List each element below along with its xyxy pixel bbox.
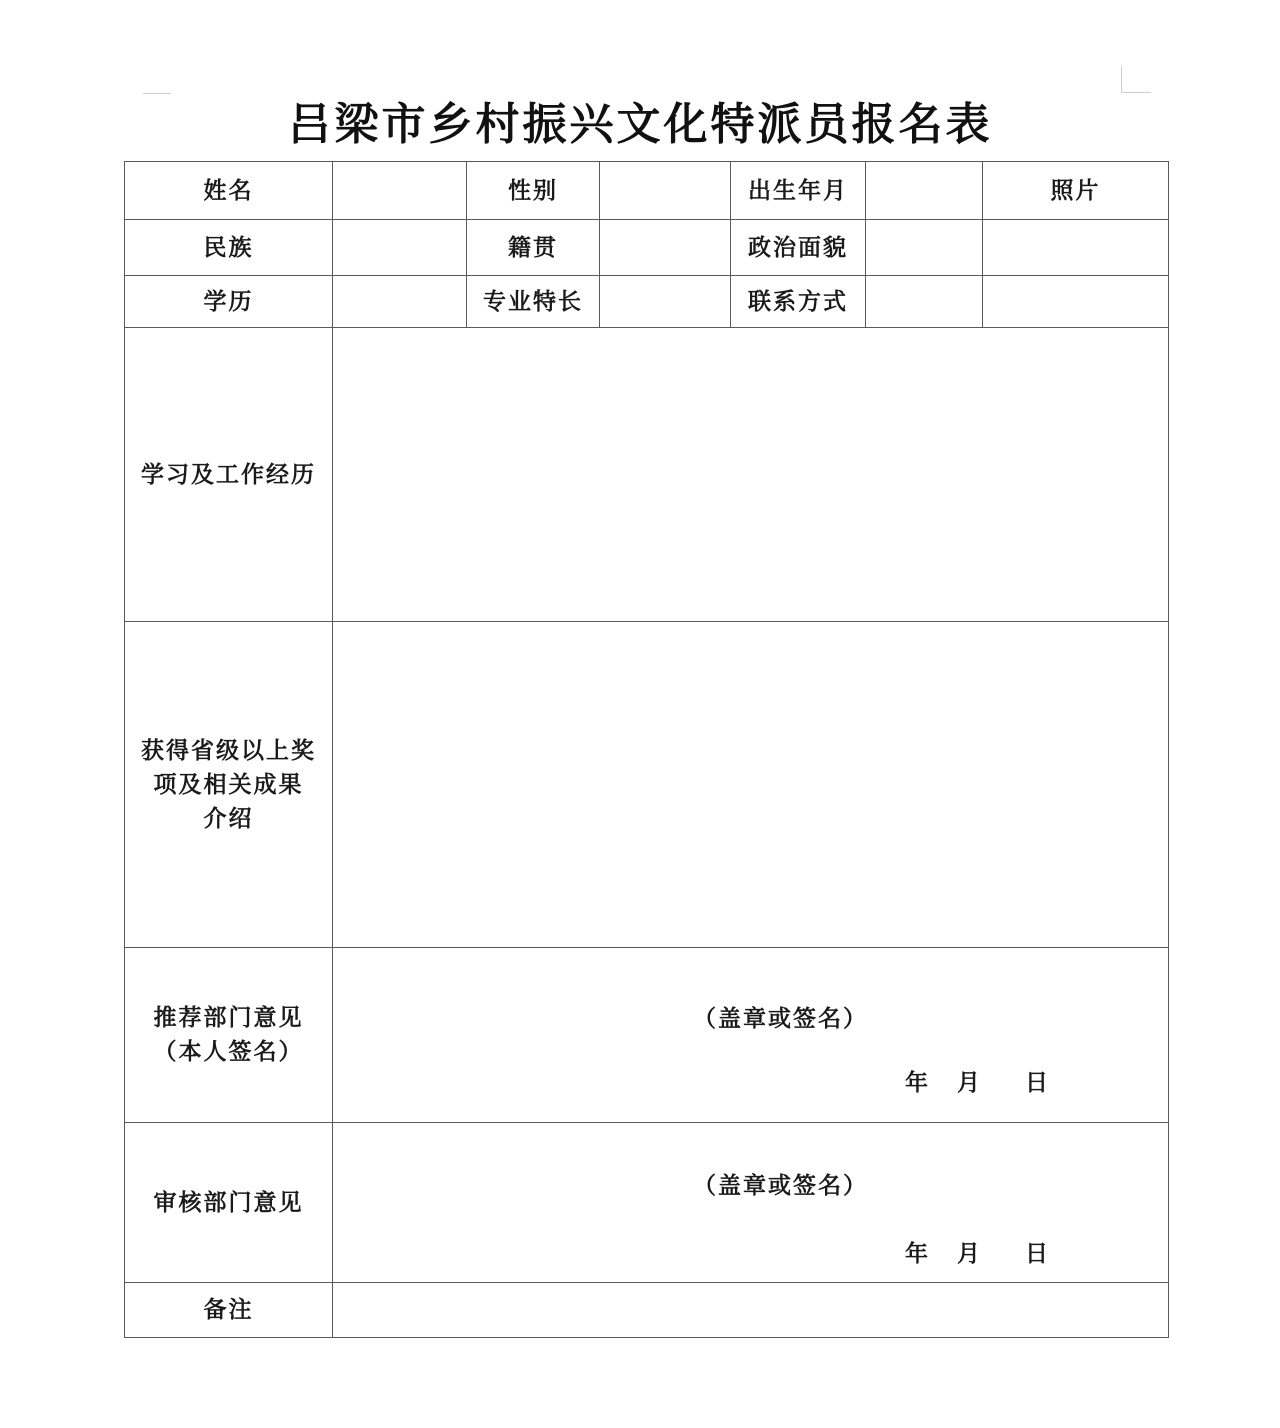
awards-label-line2: 项及相关成果 (153, 771, 304, 798)
table-row (125, 622, 1169, 948)
awards-label (125, 622, 333, 948)
page-corner-mark-right-vertical (1121, 66, 1122, 92)
ethnicity-field[interactable] (333, 220, 467, 276)
recommend-year-label: 年 (905, 1070, 930, 1096)
photo-area[interactable] (983, 220, 1169, 276)
remarks-label: 备注 (125, 1283, 333, 1338)
specialty-label: 专业特长 (467, 276, 600, 328)
table-row (125, 948, 1169, 1123)
recommend-label (125, 948, 333, 1123)
awards-label-line1: 获得省级以上奖 (141, 737, 316, 764)
remarks-field[interactable] (333, 1283, 1169, 1338)
political-status-label: 政治面貌 (731, 220, 866, 276)
review-month-label: 月 (957, 1241, 982, 1267)
photo-area-lower[interactable] (983, 276, 1169, 328)
contact-label: 联系方式 (731, 276, 866, 328)
table-row (125, 1283, 1169, 1338)
awards-label-line3: 介绍 (203, 805, 254, 832)
photo-label: 照片 (983, 162, 1169, 220)
education-label: 学历 (125, 276, 333, 328)
recommend-field[interactable] (333, 948, 1169, 1123)
form-title: 吕梁市乡村振兴文化特派员报名表 (287, 99, 993, 150)
gender-field[interactable] (600, 162, 731, 220)
review-seal-text: （盖章或签名） (693, 1173, 868, 1199)
recommend-month-label: 月 (957, 1070, 982, 1096)
recommend-label-line2: （本人签名） (153, 1039, 304, 1065)
political-status-field[interactable] (866, 220, 983, 276)
table-row (125, 1123, 1169, 1283)
gender-label: 性别 (467, 162, 600, 220)
awards-field[interactable] (333, 622, 1169, 948)
ethnicity-label: 民族 (125, 220, 333, 276)
native-place-label: 籍贯 (467, 220, 600, 276)
table-row (125, 276, 1169, 328)
page-corner-mark-left (143, 93, 171, 94)
review-day-label: 日 (1025, 1241, 1050, 1267)
review-year-label: 年 (905, 1241, 930, 1267)
experience-field[interactable] (333, 328, 1169, 622)
contact-field[interactable] (866, 276, 983, 328)
table-row (125, 328, 1169, 622)
registration-form-table (124, 161, 1169, 1338)
recommend-day-label: 日 (1025, 1070, 1050, 1096)
table-row (125, 162, 1169, 220)
recommend-seal-text: （盖章或签名） (693, 1006, 868, 1032)
birth-label: 出生年月 (731, 162, 866, 220)
specialty-field[interactable] (600, 276, 731, 328)
education-field[interactable] (333, 276, 467, 328)
experience-label: 学习及工作经历 (125, 328, 333, 622)
page-corner-mark-right-horizontal (1121, 92, 1151, 93)
native-place-field[interactable] (600, 220, 731, 276)
recommend-label-line1: 推荐部门意见 (153, 1005, 304, 1031)
name-label: 姓名 (125, 162, 333, 220)
name-field[interactable] (333, 162, 467, 220)
review-field[interactable] (333, 1123, 1169, 1283)
table-row (125, 220, 1169, 276)
birth-field[interactable] (866, 162, 983, 220)
review-label: 审核部门意见 (125, 1123, 333, 1283)
